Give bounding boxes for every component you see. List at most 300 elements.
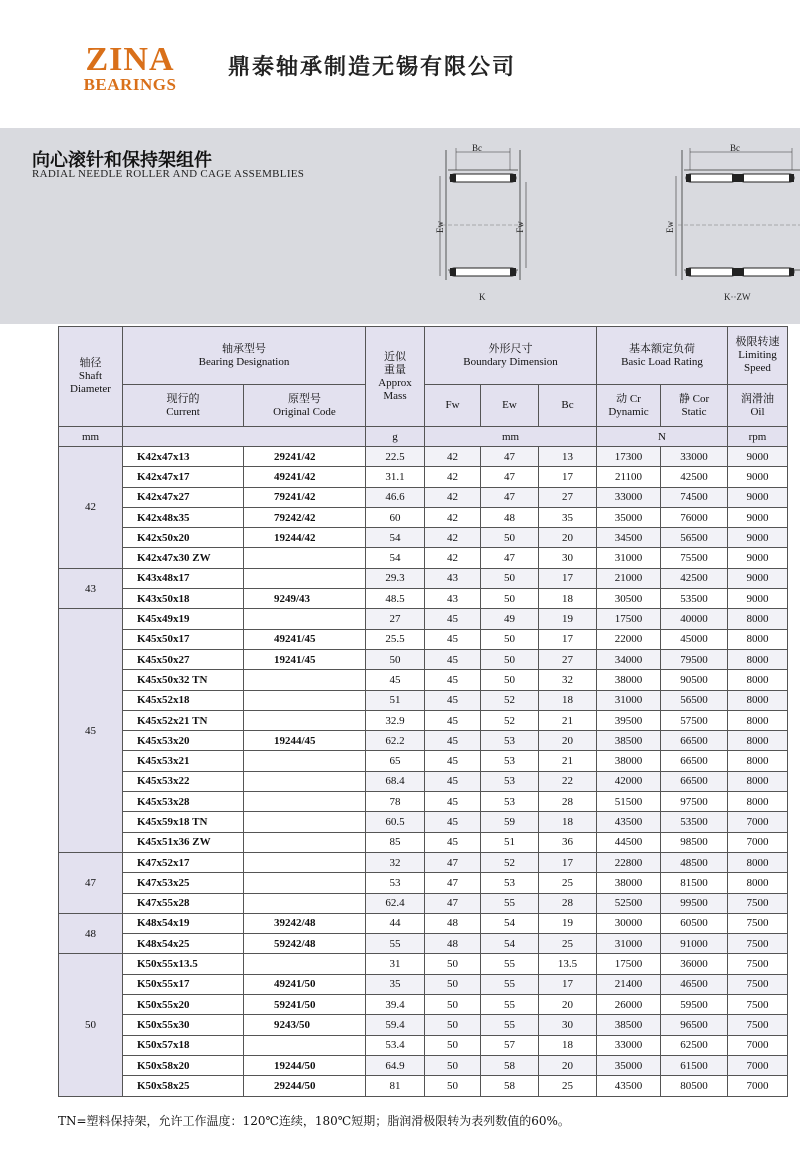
ew-cell: 50 bbox=[481, 568, 539, 588]
oil-speed-cell: 7000 bbox=[728, 812, 788, 832]
mass-cell: 85 bbox=[366, 832, 425, 852]
current-designation-cell: K45x53x21 bbox=[123, 751, 244, 771]
current-designation-cell: K45x51x36 ZW bbox=[123, 832, 244, 852]
table-row bbox=[59, 548, 788, 568]
ew-cell: 48 bbox=[481, 507, 539, 527]
mass-cell: 31.1 bbox=[366, 467, 425, 487]
original-code-cell: 19241/45 bbox=[244, 649, 366, 669]
table-row bbox=[59, 731, 788, 751]
dynamic-load-cell: 43500 bbox=[597, 1076, 661, 1096]
fw-cell: 45 bbox=[425, 792, 481, 812]
fw-cell: 50 bbox=[425, 1035, 481, 1055]
oil-speed-cell: 9000 bbox=[728, 568, 788, 588]
fw-cell: 50 bbox=[425, 1055, 481, 1075]
ew-cell: 53 bbox=[481, 792, 539, 812]
static-load-cell: 75500 bbox=[661, 548, 728, 568]
fw-cell: 43 bbox=[425, 568, 481, 588]
bc-cell: 32 bbox=[539, 670, 597, 690]
mass-cell: 53 bbox=[366, 873, 425, 893]
k-zw-assembly-diagram bbox=[664, 140, 800, 305]
dynamic-load-cell: 21100 bbox=[597, 467, 661, 487]
current-designation-cell: K50x55x13.5 bbox=[123, 954, 244, 974]
mass-cell: 62.2 bbox=[366, 731, 425, 751]
static-load-cell: 66500 bbox=[661, 771, 728, 791]
ew-cell: 55 bbox=[481, 995, 539, 1015]
ew-cell: 57 bbox=[481, 1035, 539, 1055]
table-row bbox=[59, 852, 788, 872]
bc-cell: 17 bbox=[539, 852, 597, 872]
original-code-cell bbox=[244, 832, 366, 852]
table-row bbox=[59, 507, 788, 527]
ew-cell: 53 bbox=[481, 731, 539, 751]
header-bearing-designation: 轴承型号 Bearing Designation bbox=[123, 327, 366, 385]
header-dynamic: 动 Cr Dynamic bbox=[597, 385, 661, 427]
table-row bbox=[59, 893, 788, 913]
fw-cell: 45 bbox=[425, 710, 481, 730]
footnote: TN=塑料保持架，允许工作温度：120℃连续，180℃短期；脂润滑极限转为表列数值的60%。 bbox=[58, 1114, 570, 1128]
table-row bbox=[59, 771, 788, 791]
mass-cell: 81 bbox=[366, 1076, 425, 1096]
original-code-cell: 49241/42 bbox=[244, 467, 366, 487]
mass-cell: 27 bbox=[366, 609, 425, 629]
bc-cell: 17 bbox=[539, 467, 597, 487]
dynamic-load-cell: 38000 bbox=[597, 751, 661, 771]
mass-cell: 31 bbox=[366, 954, 425, 974]
original-code-cell bbox=[244, 548, 366, 568]
fw-cell: 42 bbox=[425, 507, 481, 527]
static-load-cell: 66500 bbox=[661, 751, 728, 771]
original-code-cell bbox=[244, 852, 366, 872]
original-code-cell: 19244/45 bbox=[244, 731, 366, 751]
original-code-cell bbox=[244, 792, 366, 812]
static-load-cell: 42500 bbox=[661, 467, 728, 487]
ew-cell: 55 bbox=[481, 954, 539, 974]
bc-cell: 19 bbox=[539, 609, 597, 629]
static-load-cell: 46500 bbox=[661, 974, 728, 994]
header-boundary-dimension: 外形尺寸 Boundary Dimension bbox=[425, 327, 597, 385]
oil-speed-cell: 9000 bbox=[728, 548, 788, 568]
mass-cell: 39.4 bbox=[366, 995, 425, 1015]
fw-cell: 45 bbox=[425, 649, 481, 669]
static-load-cell: 61500 bbox=[661, 1055, 728, 1075]
original-code-cell: 59241/50 bbox=[244, 995, 366, 1015]
bc-cell: 36 bbox=[539, 832, 597, 852]
bc-cell: 28 bbox=[539, 792, 597, 812]
fw-cell: 50 bbox=[425, 995, 481, 1015]
mass-cell: 62.4 bbox=[366, 893, 425, 913]
bc-cell: 28 bbox=[539, 893, 597, 913]
fw-cell: 42 bbox=[425, 467, 481, 487]
mass-cell: 59.4 bbox=[366, 1015, 425, 1035]
original-code-cell bbox=[244, 670, 366, 690]
oil-speed-cell: 7500 bbox=[728, 893, 788, 913]
ew-cell: 47 bbox=[481, 548, 539, 568]
ew-cell: 52 bbox=[481, 710, 539, 730]
table-row bbox=[59, 487, 788, 507]
bc-cell: 21 bbox=[539, 751, 597, 771]
dynamic-load-cell: 38500 bbox=[597, 1015, 661, 1035]
dynamic-load-cell: 17500 bbox=[597, 609, 661, 629]
static-load-cell: 66500 bbox=[661, 731, 728, 751]
dynamic-load-cell: 51500 bbox=[597, 792, 661, 812]
oil-speed-cell: 7500 bbox=[728, 995, 788, 1015]
ew-cell: 59 bbox=[481, 812, 539, 832]
mass-cell: 55 bbox=[366, 934, 425, 954]
table-row bbox=[59, 873, 788, 893]
static-load-cell: 60500 bbox=[661, 913, 728, 933]
static-load-cell: 91000 bbox=[661, 934, 728, 954]
ew-cell: 47 bbox=[481, 447, 539, 467]
current-designation-cell: K47x55x28 bbox=[123, 893, 244, 913]
fw-cell: 45 bbox=[425, 670, 481, 690]
k-ew-label: Ew bbox=[435, 221, 445, 233]
current-designation-cell: K50x55x17 bbox=[123, 974, 244, 994]
section-title-cn: 向心滚针和保持架组件 bbox=[32, 150, 212, 171]
oil-speed-cell: 8000 bbox=[728, 670, 788, 690]
table-row bbox=[59, 974, 788, 994]
ew-cell: 55 bbox=[481, 1015, 539, 1035]
mass-cell: 54 bbox=[366, 528, 425, 548]
header-approx-mass: 近似 重量 Approx Mass bbox=[366, 327, 425, 427]
dynamic-load-cell: 34000 bbox=[597, 649, 661, 669]
oil-speed-cell: 9000 bbox=[728, 487, 788, 507]
oil-speed-cell: 8000 bbox=[728, 873, 788, 893]
mass-cell: 46.6 bbox=[366, 487, 425, 507]
oil-speed-cell: 9000 bbox=[728, 589, 788, 609]
bc-cell: 18 bbox=[539, 812, 597, 832]
bc-cell: 27 bbox=[539, 487, 597, 507]
oil-speed-cell: 8000 bbox=[728, 751, 788, 771]
original-code-cell: 9243/50 bbox=[244, 1015, 366, 1035]
current-designation-cell: K48x54x19 bbox=[123, 913, 244, 933]
bc-cell: 17 bbox=[539, 974, 597, 994]
current-designation-cell: K42x50x20 bbox=[123, 528, 244, 548]
static-load-cell: 79500 bbox=[661, 649, 728, 669]
unit-dims: mm bbox=[425, 427, 597, 447]
fw-cell: 50 bbox=[425, 1015, 481, 1035]
static-load-cell: 97500 bbox=[661, 792, 728, 812]
fw-cell: 45 bbox=[425, 609, 481, 629]
bc-cell: 25 bbox=[539, 934, 597, 954]
dynamic-load-cell: 38000 bbox=[597, 670, 661, 690]
ew-cell: 54 bbox=[481, 913, 539, 933]
original-code-cell bbox=[244, 873, 366, 893]
dynamic-load-cell: 17300 bbox=[597, 447, 661, 467]
oil-speed-cell: 9000 bbox=[728, 447, 788, 467]
bc-cell: 21 bbox=[539, 710, 597, 730]
ew-cell: 47 bbox=[481, 487, 539, 507]
bc-cell: 19 bbox=[539, 913, 597, 933]
table-row bbox=[59, 609, 788, 629]
oil-speed-cell: 7500 bbox=[728, 913, 788, 933]
dynamic-load-cell: 52500 bbox=[597, 893, 661, 913]
dynamic-load-cell: 39500 bbox=[597, 710, 661, 730]
current-designation-cell: K45x49x19 bbox=[123, 609, 244, 629]
fw-cell: 47 bbox=[425, 873, 481, 893]
table-row bbox=[59, 568, 788, 588]
original-code-cell: 79242/42 bbox=[244, 507, 366, 527]
current-designation-cell: K45x53x20 bbox=[123, 731, 244, 751]
original-code-cell bbox=[244, 771, 366, 791]
dynamic-load-cell: 26000 bbox=[597, 995, 661, 1015]
table-row bbox=[59, 1035, 788, 1055]
table-row bbox=[59, 1055, 788, 1075]
table-row bbox=[59, 995, 788, 1015]
kzw-bc-label: Bc bbox=[730, 143, 740, 153]
dynamic-load-cell: 30500 bbox=[597, 589, 661, 609]
current-designation-cell: K42x48x35 bbox=[123, 507, 244, 527]
table-body bbox=[59, 447, 788, 1097]
ew-cell: 53 bbox=[481, 771, 539, 791]
ew-cell: 53 bbox=[481, 751, 539, 771]
current-designation-cell: K45x50x27 bbox=[123, 649, 244, 669]
dynamic-load-cell: 35000 bbox=[597, 507, 661, 527]
static-load-cell: 99500 bbox=[661, 893, 728, 913]
table-row bbox=[59, 649, 788, 669]
oil-speed-cell: 8000 bbox=[728, 792, 788, 812]
oil-speed-cell: 9000 bbox=[728, 467, 788, 487]
mass-cell: 29.3 bbox=[366, 568, 425, 588]
mass-cell: 51 bbox=[366, 690, 425, 710]
oil-speed-cell: 9000 bbox=[728, 528, 788, 548]
static-load-cell: 36000 bbox=[661, 954, 728, 974]
static-load-cell: 57500 bbox=[661, 710, 728, 730]
oil-speed-cell: 7500 bbox=[728, 934, 788, 954]
static-load-cell: 80500 bbox=[661, 1076, 728, 1096]
table-row bbox=[59, 792, 788, 812]
static-load-cell: 56500 bbox=[661, 690, 728, 710]
current-designation-cell: K50x58x25 bbox=[123, 1076, 244, 1096]
header-oil: 润滑油 Oil bbox=[728, 385, 788, 427]
current-designation-cell: K45x53x22 bbox=[123, 771, 244, 791]
oil-speed-cell: 7500 bbox=[728, 954, 788, 974]
shaft-diameter-cell: 43 bbox=[59, 568, 123, 609]
dynamic-load-cell: 21000 bbox=[597, 568, 661, 588]
dynamic-load-cell: 31000 bbox=[597, 548, 661, 568]
dynamic-load-cell: 22800 bbox=[597, 852, 661, 872]
fw-cell: 45 bbox=[425, 771, 481, 791]
fw-cell: 45 bbox=[425, 832, 481, 852]
current-designation-cell: K45x53x28 bbox=[123, 792, 244, 812]
shaft-diameter-cell: 48 bbox=[59, 913, 123, 954]
header-static: 静 Cor Static bbox=[661, 385, 728, 427]
table-row bbox=[59, 467, 788, 487]
static-load-cell: 90500 bbox=[661, 670, 728, 690]
table-row bbox=[59, 528, 788, 548]
oil-speed-cell: 8000 bbox=[728, 629, 788, 649]
mass-cell: 44 bbox=[366, 913, 425, 933]
mass-cell: 78 bbox=[366, 792, 425, 812]
fw-cell: 50 bbox=[425, 974, 481, 994]
ew-cell: 55 bbox=[481, 974, 539, 994]
bc-cell: 18 bbox=[539, 1035, 597, 1055]
original-code-cell bbox=[244, 710, 366, 730]
original-code-cell: 79241/42 bbox=[244, 487, 366, 507]
current-designation-cell: K47x53x25 bbox=[123, 873, 244, 893]
table-row bbox=[59, 913, 788, 933]
unit-mass: g bbox=[366, 427, 425, 447]
bc-cell: 20 bbox=[539, 1055, 597, 1075]
ew-cell: 52 bbox=[481, 852, 539, 872]
bc-cell: 17 bbox=[539, 568, 597, 588]
table-row bbox=[59, 710, 788, 730]
table-row bbox=[59, 1015, 788, 1035]
oil-speed-cell: 7500 bbox=[728, 1015, 788, 1035]
bc-cell: 13.5 bbox=[539, 954, 597, 974]
header-bc: Bc bbox=[539, 385, 597, 427]
static-load-cell: 53500 bbox=[661, 589, 728, 609]
mass-cell: 60.5 bbox=[366, 812, 425, 832]
dynamic-load-cell: 31000 bbox=[597, 934, 661, 954]
mass-cell: 45 bbox=[366, 670, 425, 690]
ew-cell: 53 bbox=[481, 873, 539, 893]
company-name: 鼎泰轴承制造无锡有限公司 bbox=[228, 55, 517, 80]
fw-cell: 43 bbox=[425, 589, 481, 609]
dynamic-load-cell: 33000 bbox=[597, 1035, 661, 1055]
mass-cell: 35 bbox=[366, 974, 425, 994]
bc-cell: 30 bbox=[539, 1015, 597, 1035]
dynamic-load-cell: 42000 bbox=[597, 771, 661, 791]
ew-cell: 52 bbox=[481, 690, 539, 710]
original-code-cell bbox=[244, 690, 366, 710]
fw-cell: 45 bbox=[425, 690, 481, 710]
bc-cell: 20 bbox=[539, 995, 597, 1015]
fw-cell: 42 bbox=[425, 447, 481, 467]
current-designation-cell: K45x52x18 bbox=[123, 690, 244, 710]
mass-cell: 22.5 bbox=[366, 447, 425, 467]
table-row bbox=[59, 954, 788, 974]
oil-speed-cell: 8000 bbox=[728, 852, 788, 872]
ew-cell: 50 bbox=[481, 629, 539, 649]
ew-cell: 58 bbox=[481, 1076, 539, 1096]
original-code-cell: 59242/48 bbox=[244, 934, 366, 954]
k-fw-label: Fw bbox=[514, 221, 525, 233]
dynamic-load-cell: 31000 bbox=[597, 690, 661, 710]
mass-cell: 53.4 bbox=[366, 1035, 425, 1055]
ew-cell: 54 bbox=[481, 934, 539, 954]
static-load-cell: 76000 bbox=[661, 507, 728, 527]
current-designation-cell: K43x48x17 bbox=[123, 568, 244, 588]
header-ew: Ew bbox=[481, 385, 539, 427]
current-designation-cell: K50x58x20 bbox=[123, 1055, 244, 1075]
fw-cell: 45 bbox=[425, 751, 481, 771]
dynamic-load-cell: 33000 bbox=[597, 487, 661, 507]
dynamic-load-cell: 34500 bbox=[597, 528, 661, 548]
static-load-cell: 59500 bbox=[661, 995, 728, 1015]
section-title-en: RADIAL NEEDLE ROLLER AND CAGE ASSEMBLIES bbox=[32, 168, 305, 180]
ew-cell: 47 bbox=[481, 467, 539, 487]
original-code-cell: 39242/48 bbox=[244, 913, 366, 933]
fw-cell: 42 bbox=[425, 528, 481, 548]
static-load-cell: 33000 bbox=[661, 447, 728, 467]
k-caption: K bbox=[479, 292, 486, 302]
oil-speed-cell: 9000 bbox=[728, 507, 788, 527]
oil-speed-cell: 8000 bbox=[728, 771, 788, 791]
dynamic-load-cell: 17500 bbox=[597, 954, 661, 974]
mass-cell: 64.9 bbox=[366, 1055, 425, 1075]
static-load-cell: 56500 bbox=[661, 528, 728, 548]
kzw-caption: K··ZW bbox=[724, 292, 751, 302]
bc-cell: 22 bbox=[539, 771, 597, 791]
ew-cell: 58 bbox=[481, 1055, 539, 1075]
bc-cell: 25 bbox=[539, 873, 597, 893]
bc-cell: 17 bbox=[539, 629, 597, 649]
original-code-cell bbox=[244, 751, 366, 771]
static-load-cell: 62500 bbox=[661, 1035, 728, 1055]
original-code-cell: 29244/50 bbox=[244, 1076, 366, 1096]
mass-cell: 65 bbox=[366, 751, 425, 771]
table-row bbox=[59, 934, 788, 954]
dynamic-load-cell: 30000 bbox=[597, 913, 661, 933]
logo-wordmark: ZINA bbox=[85, 41, 175, 78]
header-current: 现行的 Current bbox=[123, 385, 244, 427]
original-code-cell: 49241/45 bbox=[244, 629, 366, 649]
ew-cell: 50 bbox=[481, 649, 539, 669]
current-designation-cell: K47x52x17 bbox=[123, 852, 244, 872]
current-designation-cell: K45x50x17 bbox=[123, 629, 244, 649]
current-designation-cell: K42x47x30 ZW bbox=[123, 548, 244, 568]
ew-cell: 51 bbox=[481, 832, 539, 852]
original-code-cell bbox=[244, 609, 366, 629]
original-code-cell bbox=[244, 954, 366, 974]
fw-cell: 50 bbox=[425, 954, 481, 974]
oil-speed-cell: 7000 bbox=[728, 1055, 788, 1075]
bc-cell: 13 bbox=[539, 447, 597, 467]
oil-speed-cell: 7000 bbox=[728, 1076, 788, 1096]
mass-cell: 50 bbox=[366, 649, 425, 669]
static-load-cell: 96500 bbox=[661, 1015, 728, 1035]
oil-speed-cell: 7500 bbox=[728, 974, 788, 994]
original-code-cell: 49241/50 bbox=[244, 974, 366, 994]
mass-cell: 60 bbox=[366, 507, 425, 527]
dynamic-load-cell: 44500 bbox=[597, 832, 661, 852]
specification-table bbox=[58, 326, 788, 1097]
original-code-cell: 19244/50 bbox=[244, 1055, 366, 1075]
static-load-cell: 45000 bbox=[661, 629, 728, 649]
table-row bbox=[59, 832, 788, 852]
original-code-cell bbox=[244, 893, 366, 913]
static-load-cell: 74500 bbox=[661, 487, 728, 507]
current-designation-cell: K50x57x18 bbox=[123, 1035, 244, 1055]
fw-cell: 42 bbox=[425, 487, 481, 507]
current-designation-cell: K43x50x18 bbox=[123, 589, 244, 609]
shaft-diameter-cell: 42 bbox=[59, 447, 123, 569]
oil-speed-cell: 8000 bbox=[728, 710, 788, 730]
bc-cell: 27 bbox=[539, 649, 597, 669]
static-load-cell: 98500 bbox=[661, 832, 728, 852]
table-row bbox=[59, 1076, 788, 1096]
kzw-ew-label: Ew bbox=[665, 221, 675, 233]
fw-cell: 47 bbox=[425, 893, 481, 913]
dynamic-load-cell: 38500 bbox=[597, 731, 661, 751]
bc-cell: 25 bbox=[539, 1076, 597, 1096]
original-code-cell: 19244/42 bbox=[244, 528, 366, 548]
dynamic-load-cell: 35000 bbox=[597, 1055, 661, 1075]
current-designation-cell: K45x59x18 TN bbox=[123, 812, 244, 832]
bc-cell: 20 bbox=[539, 731, 597, 751]
table-row bbox=[59, 670, 788, 690]
table-row bbox=[59, 690, 788, 710]
current-designation-cell: K50x55x20 bbox=[123, 995, 244, 1015]
table-row bbox=[59, 751, 788, 771]
dynamic-load-cell: 22000 bbox=[597, 629, 661, 649]
bc-cell: 35 bbox=[539, 507, 597, 527]
current-designation-cell: K42x47x17 bbox=[123, 467, 244, 487]
current-designation-cell: K42x47x13 bbox=[123, 447, 244, 467]
current-designation-cell: K42x47x27 bbox=[123, 487, 244, 507]
header-fw: Fw bbox=[425, 385, 481, 427]
mass-cell: 32.9 bbox=[366, 710, 425, 730]
